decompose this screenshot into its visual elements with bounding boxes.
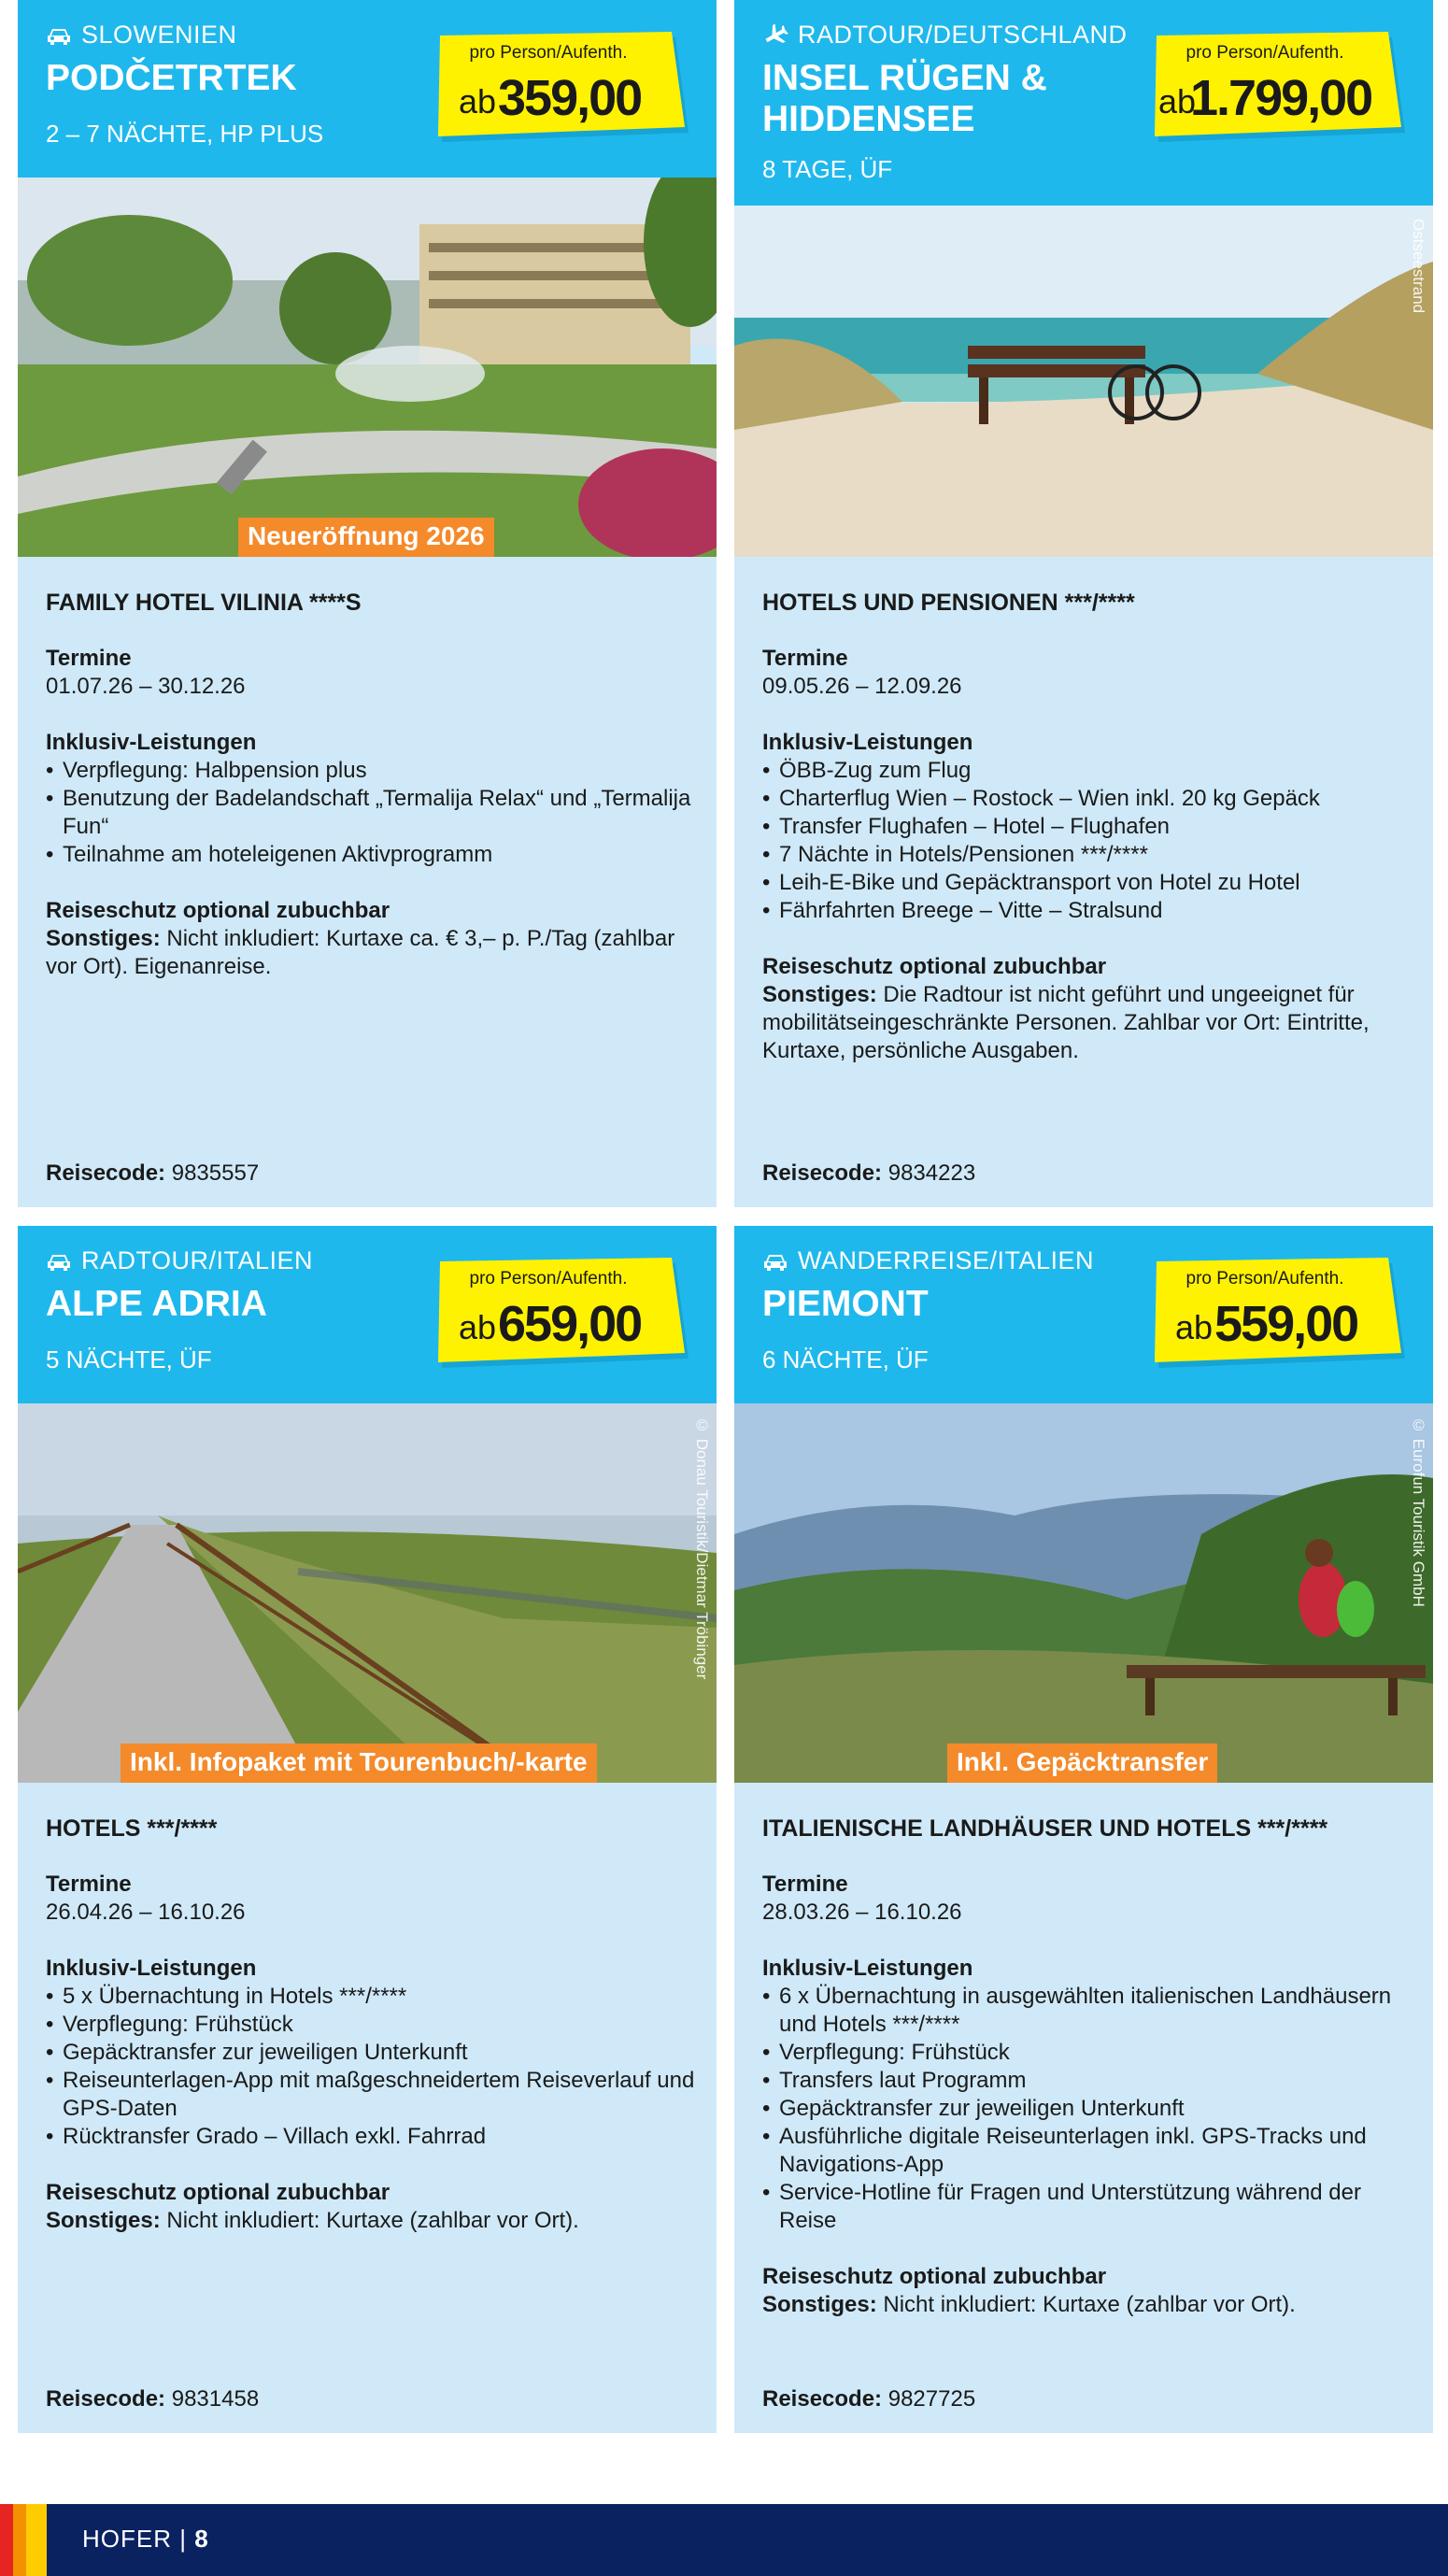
hotel-name: HOTELS ***/**** — [46, 1815, 218, 1842]
list-item: • Gepäcktransfer zur jeweiligen Unterkunft — [762, 2095, 1416, 2123]
misc-note: Sonstiges: Nicht inkludiert: Kurtaxe (zahlbar vor Ort). — [46, 2208, 579, 2233]
card-header — [18, 1226, 717, 1403]
photo-credit: © Eurofun Touristik GmbH — [1410, 1416, 1427, 1607]
brand-stripe-orange — [13, 2504, 26, 2576]
travel-code: Reisecode: 9827725 — [762, 2386, 976, 2412]
plane-icon — [762, 24, 788, 47]
list-item: • Charterflug Wien – Rostock – Wien inkl. 20 kg Gepäck — [762, 785, 1416, 813]
card-category — [46, 21, 237, 50]
dates-value: 28.03.26 – 16.10.26 — [762, 1900, 962, 1925]
page-number: 8 — [194, 2525, 209, 2553]
inclusions-list — [762, 757, 1416, 925]
list-item: • Rücktransfer Grado – Villach exkl. Fahrrad — [46, 2123, 700, 2151]
dates-value: 01.07.26 – 30.12.26 — [46, 674, 246, 699]
list-item: • Reiseunterlagen-App mit maßgeschneidertem Reiseverlauf und GPS-Daten — [46, 2067, 700, 2123]
offer-card-podcetrtek[interactable] — [18, 0, 717, 1207]
inclusions-list — [46, 1983, 700, 2151]
card-category — [762, 21, 1128, 50]
travel-code: Reisecode: 9834223 — [762, 1160, 976, 1186]
trip-duration: 2 – 7 NÄCHTE, HP PLUS — [46, 120, 324, 148]
photo-credit: Ostseestrand — [1410, 219, 1427, 314]
price-tag — [427, 30, 689, 142]
category-label: WANDERREISE/ITALIEN — [798, 1246, 1095, 1274]
price-label: pro Person/Aufenth. — [469, 43, 628, 63]
list-item: • Verpflegung: Halbpension plus — [46, 757, 700, 785]
price-prefix: ab — [1175, 1308, 1214, 1346]
photo-badge: Inkl. Gepäcktransfer — [947, 1743, 1217, 1783]
footer-brand — [82, 2525, 209, 2554]
insurance-note: Reiseschutz optional zubuchbar — [46, 2180, 390, 2205]
card-details — [46, 589, 700, 981]
card-header — [18, 0, 717, 178]
photo-badge: Neueröffnung 2026 — [238, 518, 494, 557]
destination-title: INSEL RÜGEN & HIDDENSEE — [762, 58, 1047, 139]
card-category — [762, 1246, 1094, 1275]
hotel-photo — [18, 178, 717, 557]
list-item: • Service-Hotline für Fragen und Unterstützung während der Reise — [762, 2179, 1416, 2235]
category-label: SLOWENIEN — [81, 21, 237, 49]
dates-value: 26.04.26 – 16.10.26 — [46, 1900, 246, 1925]
mountain-photo — [734, 1403, 1433, 1783]
list-item: • 7 Nächte in Hotels/Pensionen ***/**** — [762, 841, 1416, 869]
destination-title: PODČETRTEK — [46, 58, 297, 98]
list-item: • Verpflegung: Frühstück — [46, 2011, 700, 2039]
inclusions-list — [46, 757, 700, 869]
list-item: • Ausführliche digitale Reiseunterlagen inkl. GPS-Tracks und Navigations-App — [762, 2123, 1416, 2179]
insurance-note: Reiseschutz optional zubuchbar — [762, 954, 1107, 979]
hotel-name: FAMILY HOTEL VILINIA ****S — [46, 590, 362, 616]
inclusions-label: Inklusiv-Leistungen — [46, 1956, 257, 1981]
inclusions-label: Inklusiv-Leistungen — [762, 730, 973, 755]
list-item: • Gepäcktransfer zur jeweiligen Unterkunft — [46, 2039, 700, 2067]
trip-duration: 6 NÄCHTE, ÜF — [762, 1345, 929, 1373]
price-prefix: ab — [459, 1308, 497, 1346]
car-icon — [762, 1250, 788, 1273]
dates-value: 09.05.26 – 12.09.26 — [762, 674, 962, 699]
travel-code: Reisecode: 9835557 — [46, 1160, 260, 1186]
price-value: 1.799,00 — [1190, 70, 1372, 126]
misc-note: Sonstiges: Nicht inkludiert: Kurtaxe (zahlbar vor Ort). — [762, 2292, 1296, 2317]
card-header — [734, 0, 1433, 206]
card-details — [46, 1815, 700, 2235]
price-tag — [1143, 1256, 1405, 1368]
beach-photo — [734, 206, 1433, 557]
category-label: RADTOUR/DEUTSCHLAND — [798, 21, 1128, 49]
dates-label: Termine — [762, 1872, 848, 1897]
brand-name: HOFER — [82, 2525, 172, 2553]
insurance-note: Reiseschutz optional zubuchbar — [46, 898, 390, 923]
card-details — [762, 589, 1416, 1065]
photo-badge: Inkl. Infopaket mit Tourenbuch/-karte — [121, 1743, 597, 1783]
inclusions-list — [762, 1983, 1416, 2235]
category-label: RADTOUR/ITALIEN — [81, 1246, 314, 1274]
price-prefix: ab — [1158, 82, 1197, 121]
list-item: • Fährfahrten Breege – Vitte – Stralsund — [762, 897, 1416, 925]
price-value: 659,00 — [498, 1296, 642, 1352]
page-footer — [0, 2504, 1448, 2576]
list-item: • Verpflegung: Frühstück — [762, 2039, 1416, 2067]
dates-label: Termine — [762, 646, 848, 671]
trip-duration: 8 TAGE, ÜF — [762, 155, 893, 183]
price-tag — [427, 1256, 689, 1368]
insurance-note: Reiseschutz optional zubuchbar — [762, 2264, 1107, 2289]
list-item: • Benutzung der Badelandschaft „Termalija Relax“ und „Termalija Fun“ — [46, 785, 700, 841]
travel-code: Reisecode: 9831458 — [46, 2386, 260, 2412]
photo-credit: © Donau Touristik/Dietmar Tröbinger — [693, 1416, 711, 1680]
card-details — [762, 1815, 1416, 2319]
brand-stripe-yellow — [26, 2504, 47, 2576]
price-tag — [1143, 30, 1405, 142]
card-header — [734, 1226, 1433, 1403]
dates-label: Termine — [46, 1872, 132, 1897]
price-label: pro Person/Aufenth. — [1185, 1269, 1344, 1288]
hotel-name: HOTELS UND PENSIONEN ***/**** — [762, 590, 1135, 616]
price-prefix: ab — [459, 82, 497, 121]
offer-card-piemont[interactable] — [734, 1226, 1433, 2433]
list-item: • Leih-E-Bike und Gepäcktransport von Hotel zu Hotel — [762, 869, 1416, 897]
inclusions-label: Inklusiv-Leistungen — [46, 730, 257, 755]
list-item: • Teilnahme am hoteleigenen Aktivprogramm — [46, 841, 700, 869]
misc-note: Sonstiges: Nicht inkludiert: Kurtaxe ca. € 3,– p. P./Tag (zahlbar vor Ort). Eigenanreise. — [46, 926, 675, 979]
offer-card-ruegen[interactable] — [734, 0, 1433, 1207]
price-label: pro Person/Aufenth. — [1185, 43, 1344, 63]
destination-title: PIEMONT — [762, 1284, 929, 1324]
cycle-path-photo — [18, 1403, 717, 1783]
price-label: pro Person/Aufenth. — [469, 1269, 628, 1288]
list-item: • Transfer Flughafen – Hotel – Flughafen — [762, 813, 1416, 841]
list-item: • 5 x Übernachtung in Hotels ***/**** — [46, 1983, 700, 2011]
dates-label: Termine — [46, 646, 132, 671]
list-item: • Transfers laut Programm — [762, 2067, 1416, 2095]
brand-stripe-red — [0, 2504, 13, 2576]
footer-separator: | — [179, 2525, 187, 2553]
trip-duration: 5 NÄCHTE, ÜF — [46, 1345, 212, 1373]
price-value: 559,00 — [1214, 1296, 1358, 1352]
list-item: • ÖBB-Zug zum Flug — [762, 757, 1416, 785]
list-item: • 6 x Übernachtung in ausgewählten italienischen Landhäusern und Hotels ***/**** — [762, 1983, 1416, 2039]
destination-title: ALPE ADRIA — [46, 1284, 267, 1324]
offer-card-alpe-adria[interactable] — [18, 1226, 717, 2433]
car-icon — [46, 1250, 72, 1273]
car-icon — [46, 24, 72, 47]
misc-note: Sonstiges: Die Radtour ist nicht geführt und ungeeignet für mobilitätseingeschränkte Personen. Zahlbar vor Ort: Eintritte, Kurtaxe, persönliche Ausgaben. — [762, 982, 1370, 1063]
inclusions-label: Inklusiv-Leistungen — [762, 1956, 973, 1981]
card-category — [46, 1246, 313, 1275]
price-value: 359,00 — [498, 70, 642, 126]
hotel-name: ITALIENISCHE LANDHÄUSER UND HOTELS ***/**** — [762, 1815, 1328, 1842]
